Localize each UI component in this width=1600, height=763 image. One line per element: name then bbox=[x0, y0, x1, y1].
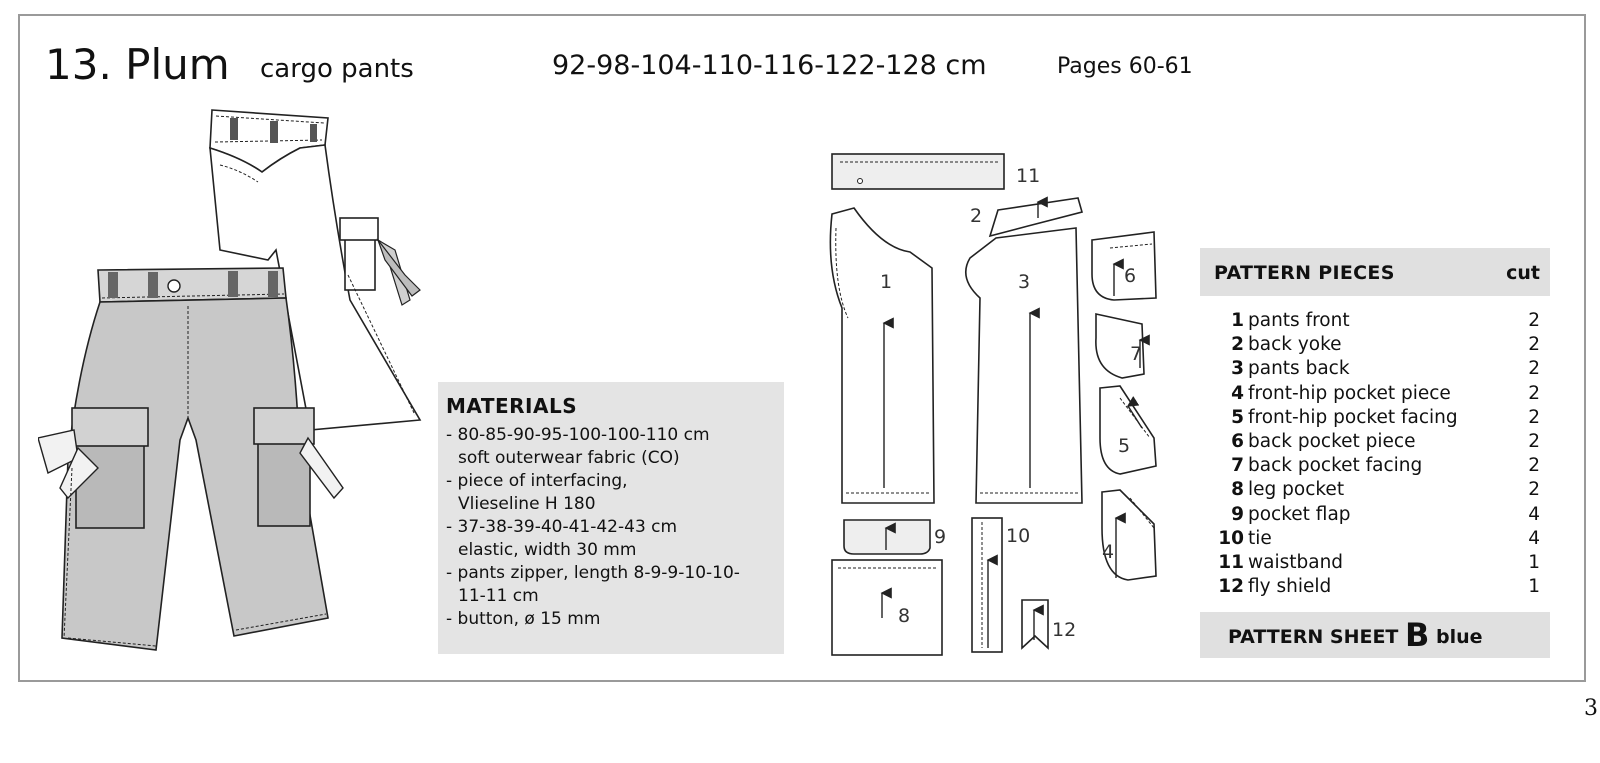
piece-10 bbox=[972, 518, 1002, 652]
list-item: 8 leg pocket 2 bbox=[1231, 479, 1540, 501]
page-number: 3 bbox=[1584, 696, 1598, 721]
list-item: 3 pants back 2 bbox=[1231, 358, 1540, 380]
label-6: 6 bbox=[1124, 265, 1137, 287]
label-11: 11 bbox=[1016, 165, 1041, 187]
label-8: 8 bbox=[898, 605, 911, 627]
list-item: 1 pants front 2 bbox=[1231, 310, 1540, 331]
label-12: 12 bbox=[1052, 619, 1077, 641]
pattern-sheet-color: blue bbox=[1436, 626, 1483, 648]
pattern-title: 13. Plum bbox=[45, 40, 230, 89]
pattern-pieces-diagram bbox=[820, 148, 1190, 663]
materials-line: 11-11 cm bbox=[458, 586, 539, 606]
pattern-sheet-letter: B bbox=[1405, 616, 1430, 654]
piece-1 bbox=[830, 208, 934, 503]
list-item: 9 pocket flap 4 bbox=[1231, 503, 1540, 525]
piece-11 bbox=[832, 154, 1004, 189]
label-7: 7 bbox=[1130, 343, 1143, 365]
list-item: 4 front-hip pocket piece 2 bbox=[1231, 382, 1540, 404]
materials-line: - 80-85-90-95-100-100-110 cm bbox=[446, 425, 710, 445]
piece-4 bbox=[1102, 490, 1156, 580]
materials-line: - 37-38-39-40-41-42-43 cm bbox=[446, 517, 678, 537]
label-4: 4 bbox=[1102, 541, 1115, 563]
materials-line: elastic, width 30 mm bbox=[458, 540, 637, 560]
page-reference: Pages 60-61 bbox=[1057, 54, 1193, 79]
pattern-sheet-banner bbox=[1200, 612, 1550, 658]
materials-line: Vlieseline H 180 bbox=[458, 494, 596, 514]
label-9: 9 bbox=[934, 526, 947, 548]
cut-column-label: cut bbox=[1506, 262, 1540, 284]
label-10: 10 bbox=[1006, 525, 1031, 547]
list-item: 7 back pocket facing 2 bbox=[1231, 455, 1540, 477]
materials-line: - pants zipper, length 8-9-9-10-10- bbox=[446, 563, 740, 583]
materials-title: MATERIALS bbox=[446, 394, 578, 418]
label-1: 1 bbox=[880, 271, 893, 293]
pants-front-illustration bbox=[38, 258, 348, 663]
pattern-pieces-list bbox=[1210, 310, 1540, 600]
pattern-pieces-header bbox=[1200, 248, 1550, 296]
garment-type: cargo pants bbox=[260, 54, 414, 84]
materials-line: - button, ø 15 mm bbox=[446, 609, 601, 629]
materials-line: - piece of interfacing, bbox=[446, 471, 628, 491]
list-item: 12 fly shield 1 bbox=[1218, 576, 1540, 598]
materials-line: soft outerwear fabric (CO) bbox=[458, 448, 680, 468]
piece-12 bbox=[1022, 600, 1048, 648]
pattern-pieces-title: PATTERN PIECES bbox=[1214, 262, 1395, 284]
label-5: 5 bbox=[1118, 435, 1131, 457]
materials-box bbox=[438, 382, 784, 654]
list-item: 6 back pocket piece 2 bbox=[1231, 430, 1540, 452]
size-range: 92-98-104-110-116-122-128 cm bbox=[552, 50, 987, 81]
piece-3 bbox=[966, 228, 1082, 503]
label-2: 2 bbox=[970, 205, 983, 227]
piece-5 bbox=[1100, 386, 1156, 474]
label-3: 3 bbox=[1018, 271, 1031, 293]
list-item: 5 front-hip pocket facing 2 bbox=[1231, 406, 1540, 428]
list-item: 11 waistband 1 bbox=[1218, 551, 1540, 573]
list-item: 10 tie 4 bbox=[1218, 527, 1540, 549]
piece-8 bbox=[832, 560, 942, 655]
list-item: 2 back yoke 2 bbox=[1231, 334, 1540, 356]
piece-9 bbox=[844, 520, 930, 554]
pattern-sheet-label: PATTERN SHEET bbox=[1228, 626, 1399, 648]
